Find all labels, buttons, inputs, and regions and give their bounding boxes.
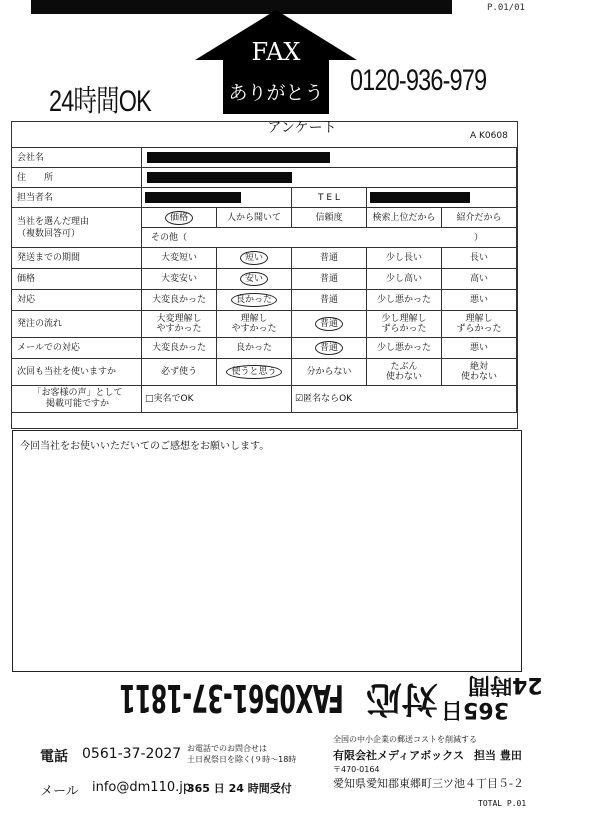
phone-number: 0561-37-2027 [82, 746, 182, 762]
rating-option[interactable]: 良かった [217, 290, 292, 311]
tel-label: T E L [292, 188, 367, 208]
rating-option[interactable]: 必ず使う [142, 359, 217, 386]
phone-note-1: お電話でのお問合せは [187, 744, 267, 753]
rating-row [12, 290, 517, 311]
voice-label: 「お客様の声」として 掲載可能ですか [12, 386, 142, 413]
contact-label: 担当者名 [12, 188, 142, 208]
voice-option-realname[interactable]: □実名でOK [142, 386, 292, 413]
mail-label: メール [40, 784, 79, 799]
address-label: 住 所 [12, 168, 142, 188]
mail-note: 365 日 24 時間受付 [187, 782, 292, 795]
reason-option[interactable]: 信頼度 [292, 208, 367, 228]
tagline: 全国の中小企業の郵送コストを削減する [333, 735, 477, 744]
rating-option[interactable]: 悪い [442, 338, 517, 359]
rating-option[interactable]: 普通 [292, 269, 367, 290]
zip-code: 〒470-0164 [333, 765, 380, 774]
redaction-tel [370, 192, 470, 203]
fax-title: FAX [251, 38, 301, 66]
reason-option[interactable]: 検索上位だから [367, 208, 442, 228]
reason-other[interactable]: その他（ ） [142, 228, 517, 248]
fax-thanks: ありがとう [228, 82, 324, 104]
company-label: 会社名 [12, 148, 142, 168]
rating-option[interactable]: 大変安い [142, 269, 217, 290]
redaction-contact [145, 192, 241, 203]
rating-option[interactable]: 少し理解し ずらかった [367, 311, 442, 338]
rating-option[interactable]: 悪い [442, 290, 517, 311]
address-value[interactable] [142, 168, 517, 188]
rating-option[interactable]: 普通 [292, 338, 367, 359]
survey-title: アンケート [267, 120, 337, 136]
contact-person: 担当 豊田 [474, 749, 522, 762]
reason-option[interactable]: 紹介だから [442, 208, 517, 228]
rating-option[interactable]: 少し悪かった [367, 338, 442, 359]
rating-option[interactable]: 大変良かった [142, 290, 217, 311]
rating-option[interactable]: 分からない [292, 359, 367, 386]
rating-option[interactable]: 良かった [217, 338, 292, 359]
redaction-address [147, 172, 292, 183]
upside-365: 365日 [441, 697, 509, 722]
rating-option[interactable]: たぶん 使わない [367, 359, 442, 386]
rating-row-label: 価格 [12, 269, 142, 290]
rating-row-label: 次回も当社を使いますか [12, 359, 142, 386]
rating-option[interactable]: 高い [442, 269, 517, 290]
rating-option[interactable]: 大変理解し やすかった [142, 311, 217, 338]
rating-option[interactable]: 少し悪かった [367, 290, 442, 311]
reason-option[interactable]: 価格 [142, 208, 217, 228]
rating-option[interactable]: 普通 [292, 248, 367, 269]
rating-row-label: 発注の流れ [12, 311, 142, 338]
page-number: P.01/01 [487, 3, 525, 13]
redaction-company [147, 152, 330, 163]
rating-option[interactable]: 少し長い [367, 248, 442, 269]
phone-note-2: 土日祝祭日を除く(９時～18時 [187, 755, 297, 764]
rating-option[interactable]: 短い [217, 248, 292, 269]
rating-option[interactable]: 普通 [292, 311, 367, 338]
rating-option[interactable]: 理解し やすかった [217, 311, 292, 338]
company-name: 有限会社メディアボックス [333, 749, 465, 762]
rating-row [12, 248, 517, 269]
rating-option[interactable]: 大変短い [142, 248, 217, 269]
contact-value[interactable] [142, 188, 292, 208]
survey-code: A K0608 [470, 131, 508, 141]
tel-value[interactable] [367, 188, 517, 208]
rating-row [12, 338, 517, 359]
fax-number: 0120-936-979 [350, 64, 487, 97]
email-address: info@dm110.jp [92, 780, 192, 795]
rating-option[interactable]: 普通 [292, 290, 367, 311]
comment-box[interactable] [12, 430, 522, 672]
company-value[interactable] [142, 148, 517, 168]
phone-label: 電話 [40, 749, 68, 765]
upside-24: 24時間 [468, 672, 543, 697]
rating-option[interactable]: 絶対 使わない [442, 359, 517, 386]
rating-option[interactable]: 安い [217, 269, 292, 290]
rating-row [12, 311, 517, 338]
rating-option[interactable]: 使うと思う [217, 359, 292, 386]
upside-taiou: 対応 [366, 678, 439, 719]
upside-fax-number: FAX0561-37-1811 [119, 676, 344, 720]
comment-prompt: 今回当社をお使いいただいてのご感想をお願いします。 [20, 441, 270, 452]
rating-option[interactable]: 大変良かった [142, 338, 217, 359]
rating-row [12, 269, 517, 290]
rating-option[interactable]: 少し高い [367, 269, 442, 290]
rating-row-label: メールでの対応 [12, 338, 142, 359]
rating-row-label: 対応 [12, 290, 142, 311]
total-pages: TOTAL P.01 [478, 799, 527, 808]
company-address: 愛知県愛知郡東郷町三ツ池４丁目５-２ [333, 777, 524, 790]
reason-option[interactable]: 人から聞いて [217, 208, 292, 228]
reason-label: 当社を選んだ理由 （複数回答可） [12, 208, 142, 248]
rating-option[interactable]: 理解し ずらかった [442, 311, 517, 338]
voice-option-anonymous[interactable]: ☑匿名ならOK [292, 386, 517, 413]
survey-table [11, 147, 517, 413]
rating-option[interactable]: 長い [442, 248, 517, 269]
hours-ok-text: 24時間OK [49, 85, 151, 118]
rating-row-label: 発送までの期間 [12, 248, 142, 269]
rating-row [12, 359, 517, 386]
